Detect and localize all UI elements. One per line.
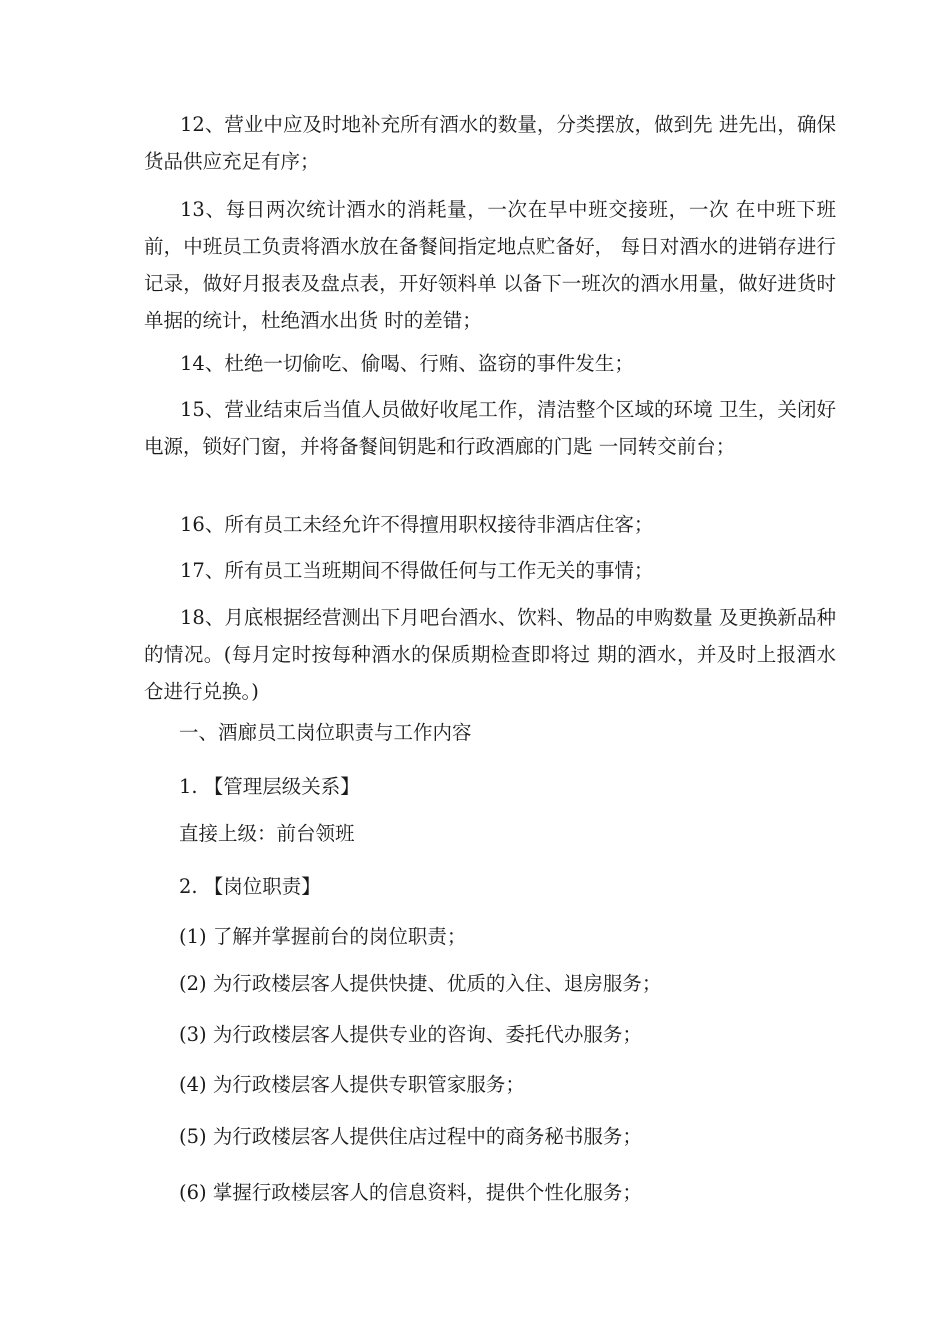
- duty-item-4: (4) 为行政楼层客人提供专职管家服务；: [179, 1073, 525, 1096]
- direct-supervisor-text: 直接上级：前台领班: [179, 822, 355, 845]
- item-17: 17、所有员工当班期间不得做任何与工作无关的事情；: [180, 559, 654, 582]
- item-14: 14、杜绝一切偷吃、偷喝、行贿、盗窃的事件发生；: [180, 352, 634, 375]
- subsection-1-heading: 1. 【管理层级关系】: [179, 775, 360, 798]
- duty-item-3: (3) 为行政楼层客人提供专业的咨询、委托代办服务；: [179, 1023, 642, 1046]
- duty-item-1: (1) 了解并掌握前台的岗位职责；: [179, 925, 467, 948]
- duty-item-6: (6) 掌握行政楼层客人的信息资料，提供个性化服务；: [179, 1181, 642, 1204]
- item-15: 15、营业结束后当值人员做好收尾工作，清洁整个区域的环境 卫生，关闭好电源，锁好门窗，并将备餐间钥匙和行政酒廊的门匙 一同转交前台；: [144, 398, 836, 458]
- duty-item-2: (2) 为行政楼层客人提供快捷、优质的入住、退房服务；: [179, 972, 662, 995]
- section-heading: 一、酒廊员工岗位职责与工作内容: [179, 721, 472, 744]
- item-12: 12、营业中应及时地补充所有酒水的数量，分类摆放，做到先 进先出，确保货品供应充足有序；: [144, 113, 836, 173]
- item-18: 18、月底根据经营测出下月吧台酒水、饮料、物品的申购数量 及更换新品种的情况。(每月定时按每种酒水的保质期检查即将过 期的酒水，并及时上报酒水仓进行兑换。): [144, 606, 836, 703]
- duty-item-5: (5) 为行政楼层客人提供住店过程中的商务秘书服务；: [179, 1125, 642, 1148]
- item-16: 16、所有员工未经允许不得擅用职权接待非酒店住客；: [180, 513, 654, 536]
- subsection-2-heading: 2. 【岗位职责】: [179, 875, 321, 898]
- item-13: 13、每日两次统计酒水的消耗量，一次在早中班交接班，一次 在中班下班前，中班员工负责将酒水放在备餐间指定地点贮备好， 每日对酒水的进销存进行记录，做好月报表及盘点表，开好领料单 以备下一班次的酒水用量，做好进货时单据的统计，杜绝酒水出货 时的差错；: [144, 198, 836, 332]
